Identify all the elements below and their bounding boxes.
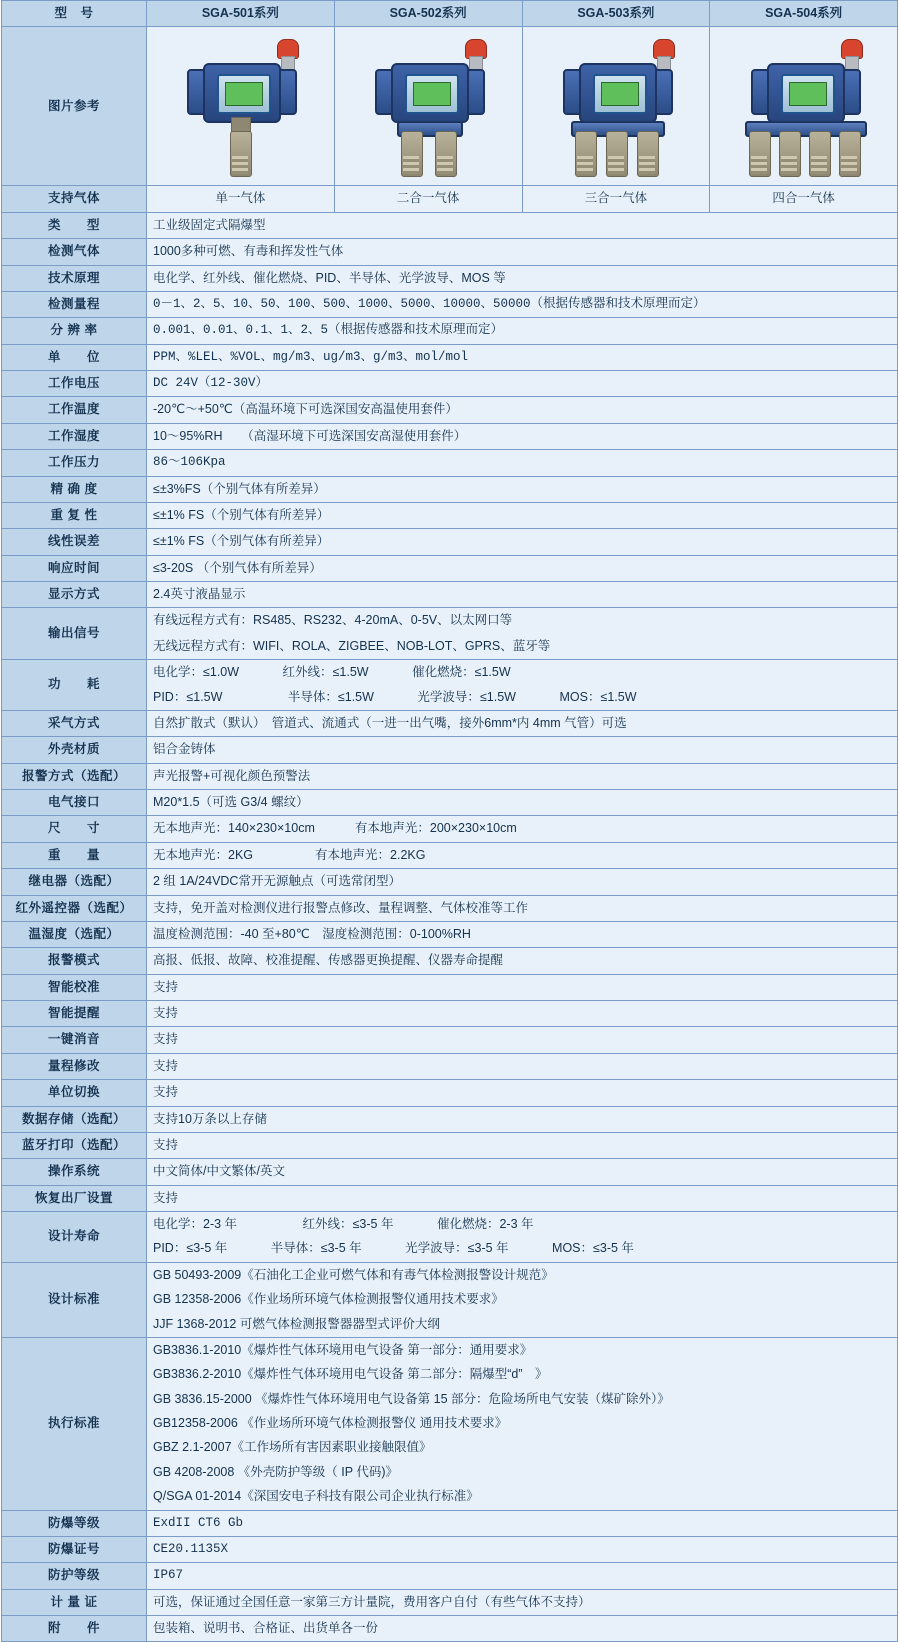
row-label: 数据存储（选配） [2, 1106, 147, 1132]
row-label: 外壳材质 [2, 737, 147, 763]
row-label-design-standard: 设计标准 [2, 1262, 147, 1337]
gas-detector-3-probe-icon [541, 33, 691, 179]
row-value: 可选，保证通过全国任意一家第三方计量院，费用客户自付（有些气体不支持） [147, 1589, 898, 1615]
table-row [2, 1106, 898, 1132]
power-consumption-row [2, 660, 898, 711]
product-image-1 [147, 27, 335, 186]
row-value: 电化学、红外线、催化燃烧、PID、半导体、光学波导、MOS 等 [147, 265, 898, 291]
table-row [2, 318, 898, 344]
row-label: 计 量 证 [2, 1589, 147, 1615]
table-row [2, 1080, 898, 1106]
table-row [2, 895, 898, 921]
row-label: 采气方式 [2, 710, 147, 736]
row-label: 工作温度 [2, 397, 147, 423]
table-row [2, 1159, 898, 1185]
row-value: 2 组 1A/24VDC常开无源触点（可选常闭型） [147, 869, 898, 895]
table-row [2, 790, 898, 816]
lifetime-val-3: 2-3 年 [499, 1217, 534, 1231]
power-val-7: ≤1.5W [600, 689, 637, 704]
table-row [2, 948, 898, 974]
specification-table [1, 0, 898, 1642]
row-value: ≤3-20S （个别气体有所差异） [147, 555, 898, 581]
table-row [2, 1132, 898, 1158]
weight-value [147, 842, 898, 868]
table-row [2, 344, 898, 370]
row-label: 工作湿度 [2, 423, 147, 449]
size-value [147, 816, 898, 842]
design-standard-line: JJF 1368-2012 可燃气体检测报警器器型式评价大纲 [153, 1316, 440, 1331]
row-value: 工业级固定式隔爆型 [147, 212, 898, 238]
output-signal-row [2, 608, 898, 660]
model-cell-2: SGA-502系列 [334, 1, 522, 27]
model-cell-1: SGA-501系列 [147, 1, 335, 27]
lifetime-key-1: 电化学： [153, 1217, 204, 1231]
gas-support-3: 三合一气体 [522, 186, 710, 212]
output-signal-line-2: 无线远程方式有：WIFI、ROLA、ZIGBEE、NOB-LOT、GPRS、蓝牙等 [153, 638, 551, 653]
row-label: 报警模式 [2, 948, 147, 974]
product-image-4 [710, 27, 898, 186]
lifetime-val-4: ≤3-5 年 [186, 1241, 228, 1256]
row-label: 技术原理 [2, 265, 147, 291]
row-label: 智能校准 [2, 974, 147, 1000]
row-value: ≤±1% FS（个别气体有所差异） [147, 502, 898, 528]
row-value: 支持10万条以上存储 [147, 1106, 898, 1132]
lifetime-key-6: 光学波导： [405, 1241, 468, 1256]
output-signal-line-1: 有线远程方式有：RS485、RS232、4-20mA、0-5V、以太网口等 [153, 613, 513, 628]
row-label: 继电器（选配） [2, 869, 147, 895]
row-label-exec-standard: 执行标准 [2, 1337, 147, 1510]
row-label-size: 尺 寸 [2, 816, 147, 842]
lifetime-value [147, 1212, 898, 1263]
power-line-1 [153, 663, 891, 682]
model-cell-4: SGA-504系列 [710, 1, 898, 27]
lifetime-line-2 [153, 1239, 891, 1258]
power-key-5: 半导体： [287, 689, 338, 704]
power-key-7: MOS： [559, 689, 601, 704]
row-label: 重 复 性 [2, 502, 147, 528]
row-value: 支持 [147, 1027, 898, 1053]
row-label-output-signal: 输出信号 [2, 608, 147, 660]
table-row [2, 397, 898, 423]
row-value: 支持 [147, 1132, 898, 1158]
gas-detector-2-probe-icon [353, 33, 503, 179]
row-label-lifetime: 设计寿命 [2, 1212, 147, 1263]
row-label-weight: 重 量 [2, 842, 147, 868]
row-label: 量程修改 [2, 1053, 147, 1079]
power-value [147, 660, 898, 711]
row-label: 附 件 [2, 1616, 147, 1642]
table-row [2, 371, 898, 397]
power-val-5: ≤1.5W [337, 689, 374, 704]
gas-support-2: 二合一气体 [334, 186, 522, 212]
table-row [2, 291, 898, 317]
weight-with-alarm: 有本地声光：2.2KG [315, 847, 426, 862]
row-value: ≤±1% FS（个别气体有所差异） [147, 529, 898, 555]
table-row [2, 476, 898, 502]
design-standard-line: GB 50493-2009《石油化工企业可燃气体和有毒气体检测报警设计规范》 [153, 1267, 554, 1282]
exec-standard-line: GB 4208-2008 《外壳防护等级（ IP 代码)》 [153, 1464, 398, 1479]
row-label-image-reference: 图片参考 [2, 27, 147, 186]
row-label: 精 确 度 [2, 476, 147, 502]
table-row [2, 582, 898, 608]
row-label: 防爆等级 [2, 1510, 147, 1536]
power-key-2: 红外线： [282, 665, 333, 680]
table-row [2, 869, 898, 895]
row-label: 检测气体 [2, 239, 147, 265]
power-val-4: ≤1.5W [186, 689, 223, 704]
table-row [2, 921, 898, 947]
size-row [2, 816, 898, 842]
row-label: 工作电压 [2, 371, 147, 397]
row-label: 响应时间 [2, 555, 147, 581]
power-val-1: ≤1.0W [203, 665, 240, 680]
lifetime-key-2: 红外线： [302, 1217, 353, 1231]
row-value: 包装箱、说明书、合格证、出货单各一份 [147, 1616, 898, 1642]
row-value: 2.4英寸液晶显示 [147, 582, 898, 608]
table-row [2, 212, 898, 238]
table-row [2, 1053, 898, 1079]
row-value: PPM、%LEL、%VOL、mg/m3、ug/m3、g/m3、mol/mol [147, 344, 898, 370]
row-label: 报警方式（选配） [2, 763, 147, 789]
weight-no-alarm: 无本地声光：2KG [153, 847, 254, 862]
size-with-alarm: 有本地声光：200×230×10cm [354, 821, 517, 836]
gas-support-1: 单一气体 [147, 186, 335, 212]
exec-standard-line: GB12358-2006 《作业场所环境气体检测报警仪 通用技术要求》 [153, 1416, 508, 1430]
gas-detector-4-probe-icon [729, 33, 879, 179]
table-row [2, 710, 898, 736]
product-image-3 [522, 27, 710, 186]
row-label: 蓝牙打印（选配） [2, 1132, 147, 1158]
lifetime-key-5: 半导体： [270, 1241, 321, 1256]
table-row [2, 763, 898, 789]
row-value: M20*1.5（可选 G3/4 螺纹） [147, 790, 898, 816]
lifetime-val-2: ≤3-5 年 [352, 1217, 394, 1231]
exec-standard-line: Q/SGA 01-2014《深国安电子科技有限公司企业执行标准》 [153, 1489, 479, 1504]
table-row [2, 1536, 898, 1562]
power-key-6: 光学波导： [417, 689, 480, 704]
lifetime-val-6: ≤3-5 年 [467, 1241, 509, 1256]
model-cell-3: SGA-503系列 [522, 1, 710, 27]
row-label-model: 型 号 [2, 1, 147, 27]
row-label: 检测量程 [2, 291, 147, 317]
exec-standard-line: GB 3836.15-2000 《爆炸性气体环境用电气设备第 15 部分：危险场所电气安装（煤矿除外）》 [153, 1391, 670, 1406]
power-key-1: 电化学： [153, 665, 204, 680]
exec-standard-line: GBZ 2.1-2007《工作场所有害因素职业接触限值》 [153, 1440, 432, 1455]
row-value: 铝合金铸体 [147, 737, 898, 763]
row-value: 支持 [147, 974, 898, 1000]
row-value: 中文简体/中文繁体/英文 [147, 1159, 898, 1185]
model-header-row [2, 1, 898, 27]
design-standard-value [147, 1262, 898, 1337]
row-label-power: 功 耗 [2, 660, 147, 711]
row-label: 显示方式 [2, 582, 147, 608]
lifetime-val-1: 2-3 年 [203, 1217, 238, 1231]
row-value: 10～95%RH （高湿环境下可选深国安高湿使用套件） [147, 423, 898, 449]
row-value: 声光报警+可视化颜色预警法 [147, 763, 898, 789]
row-value: IP67 [147, 1563, 898, 1589]
row-value: ≤±3%FS（个别气体有所差异） [147, 476, 898, 502]
row-value: ExdII CT6 Gb [147, 1510, 898, 1536]
table-row [2, 1001, 898, 1027]
power-line-2 [153, 688, 891, 707]
row-value: 自然扩散式（默认） 管道式、流通式（一进一出气嘴，接外6mm*内 4mm 气管）可选 [147, 710, 898, 736]
table-row [2, 1510, 898, 1536]
table-row [2, 1563, 898, 1589]
exec-standard-line: GB3836.1-2010《爆炸性气体环境用电气设备 第一部分：通用要求》 [153, 1342, 533, 1357]
row-label: 红外遥控器（选配） [2, 895, 147, 921]
output-signal-value [147, 608, 898, 660]
row-label: 智能提醒 [2, 1001, 147, 1027]
row-label: 恢复出厂设置 [2, 1185, 147, 1211]
exec-standard-row [2, 1337, 898, 1510]
row-value: 支持 [147, 1001, 898, 1027]
row-value: CE20.1135X [147, 1536, 898, 1562]
lifetime-val-7: ≤3-5 年 [593, 1241, 634, 1256]
exec-standard-line: GB3836.2-2010《爆炸性气体环境用电气设备 第二部分：隔爆型“d” 》 [153, 1367, 548, 1382]
table-row [2, 265, 898, 291]
row-label: 线性误差 [2, 529, 147, 555]
row-value: 温度检测范围：-40 至+80℃ 湿度检测范围：0-100%RH [147, 921, 898, 947]
lifetime-row [2, 1212, 898, 1263]
table-row [2, 529, 898, 555]
row-label: 防爆证号 [2, 1536, 147, 1562]
row-value: DC 24V（12-30V） [147, 371, 898, 397]
row-label: 一键消音 [2, 1027, 147, 1053]
row-value: 支持 [147, 1185, 898, 1211]
row-value: 0－1、2、5、10、50、100、500、1000、5000、10000、50000（根据传感器和技术原理而定） [147, 291, 898, 317]
table-row [2, 423, 898, 449]
product-image-2 [334, 27, 522, 186]
image-reference-row [2, 27, 898, 186]
row-label: 温湿度（选配） [2, 921, 147, 947]
table-row [2, 1027, 898, 1053]
power-val-3: ≤1.5W [474, 665, 511, 680]
row-value: 高报、低报、故障、校准提醒、传感器更换提醒、仪器寿命提醒 [147, 948, 898, 974]
table-row [2, 737, 898, 763]
lifetime-line-1 [153, 1215, 891, 1234]
design-standard-row [2, 1262, 898, 1337]
design-standard-line: GB 12358-2006《作业场所环境气体检测报警仪通用技术要求》 [153, 1292, 504, 1307]
row-value: 支持，免开盖对检测仪进行报警点修改、量程调整、气体校准等工作 [147, 895, 898, 921]
lifetime-val-5: ≤3-5 年 [320, 1241, 362, 1256]
exec-standard-value [147, 1337, 898, 1510]
lifetime-key-4: PID： [153, 1241, 187, 1256]
row-value: 0.001、0.01、0.1、1、2、5（根据传感器和技术原理而定） [147, 318, 898, 344]
table-row [2, 1589, 898, 1615]
table-row [2, 239, 898, 265]
lifetime-key-7: MOS： [552, 1241, 594, 1256]
power-val-2: ≤1.5W [332, 665, 369, 680]
row-label: 单 位 [2, 344, 147, 370]
row-label: 操作系统 [2, 1159, 147, 1185]
gas-detector-1-probe-icon [165, 33, 315, 179]
table-row [2, 974, 898, 1000]
row-label: 单位切换 [2, 1080, 147, 1106]
row-value: 支持 [147, 1080, 898, 1106]
power-key-3: 催化燃烧： [412, 665, 475, 680]
size-no-alarm: 无本地声光：140×230×10cm [153, 821, 315, 836]
gas-support-4: 四合一气体 [710, 186, 898, 212]
table-row [2, 1616, 898, 1642]
row-value: -20℃～+50℃（高温环境下可选深国安高温使用套件） [147, 397, 898, 423]
row-value: 1000多种可燃、有毒和挥发性气体 [147, 239, 898, 265]
power-key-4: PID： [153, 689, 187, 704]
table-row [2, 555, 898, 581]
lifetime-key-3: 催化燃烧： [436, 1217, 500, 1231]
table-row [2, 450, 898, 476]
weight-row [2, 842, 898, 868]
row-label: 分 辨 率 [2, 318, 147, 344]
row-value: 支持 [147, 1053, 898, 1079]
row-value: 86～106Kpa [147, 450, 898, 476]
row-label-gas-support: 支持气体 [2, 186, 147, 212]
row-label: 工作压力 [2, 450, 147, 476]
power-val-6: ≤1.5W [479, 689, 516, 704]
row-label: 防护等级 [2, 1563, 147, 1589]
table-row [2, 502, 898, 528]
table-row [2, 1185, 898, 1211]
row-label: 类 型 [2, 212, 147, 238]
gas-support-row [2, 186, 898, 212]
row-label: 电气接口 [2, 790, 147, 816]
